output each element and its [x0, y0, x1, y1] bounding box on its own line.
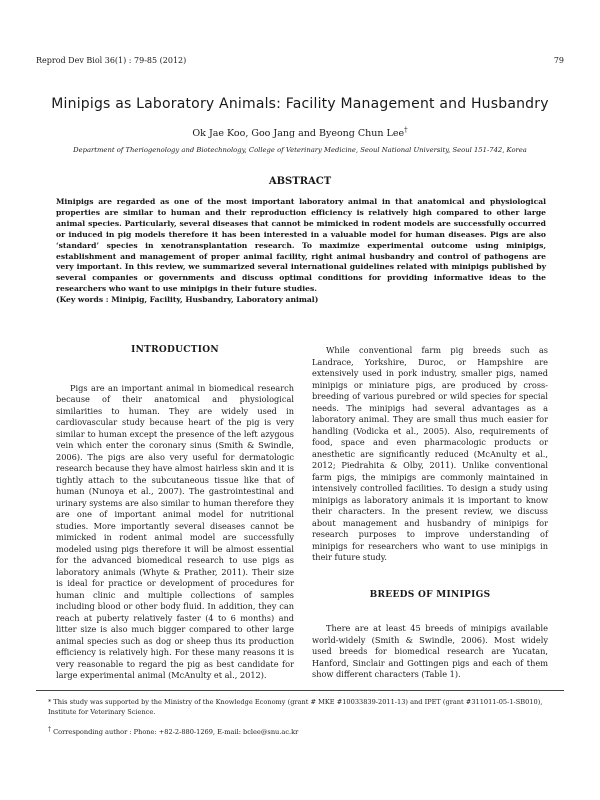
abstract-text: Minipigs are regarded as one of the most important laboratory animal in that anatomical and physiological properties are similar to human and their reproduction efficiency is relatively high compared to other large animal species. Particularly, several diseases that cannot be mimicked in rodent models are successfully occurred or induced in pig models therefore it has been interested in a valuable model for human diseases. Pigs are also ‘standard’ species in xenotransplantation research. To maximize experimental outcome using minipigs, establishment and management of proper animal facility, right animal husbandry and control of pathogens are very important. In this review, we summarized several international guidelines related with minipigs published by several companies or governments and discuss optimal conditions for providing informative ideas to the researchers who want to use minipigs in their future studies. — [56, 197, 546, 294]
corresponding-mark: † — [404, 126, 408, 134]
corresponding-footnote — [48, 725, 560, 737]
author-names: Ok Jae Koo, Goo Jang and Byeong Chun Lee — [192, 128, 405, 140]
breeds-heading: BREEDS OF MINIPIGS — [369, 589, 491, 600]
corresponding-contact: Corresponding author : Phone: +82-2-880-1269, E-mail: bclee@snu.ac.kr — [53, 728, 299, 737]
abstract-body — [56, 197, 546, 306]
page-number: 79 — [553, 56, 564, 65]
running-header — [36, 56, 564, 65]
introduction-paragraph-1: Pigs are an important animal in biomedical research because of their anatomical and physiological similarities to human. They are widely used in cardiovascular study because heart of the pig is very similar to human except the presence of the left azygous vein which enter the coronary sinus (Smith & Swindle, 2006). The pigs are also very useful for dermatologic research because they have almost hairless skin and it is tightly attach to the subcutaneous tissue like that of human (Nunoya et al., 2007). The gastrointestinal and urinary systems are also similar to human therefore they are one of important animal model for nutritional studies. More importantly several diseases cannot be mimicked in rodent animal model are successfully modeled using pigs therefore it will be almost essential for the advanced biomedical research to use pigs as laboratory animals (Whyte & Prather, 2011). Their size is ideal for practice or development of procedures for human clinic and multiple collections of samples including blood or other body fluid. In addition, they can reach at puberty relatively faster (4 to 6 months) and litter size is also much bigger compared to other large animal species such as dog or sheep thus its production efficiency is relatively high. For these many reasons it is very reasonable to regard the pig as best candidate for large experimental animal (McAnulty et al., 2012). — [56, 382, 294, 680]
introduction-heading: INTRODUCTION — [131, 345, 219, 355]
funding-footnote: * This study was supported by the Ministry of the Knowledge Economy (grant # MKE #10033839-2011-13) and IPET (grant #311011-05-1-SB010), Institute for Veterinary Science. — [48, 698, 543, 716]
footnote-divider — [36, 690, 564, 691]
right-column — [312, 345, 548, 681]
author-line — [0, 126, 600, 139]
introduction-paragraph-2: While conventional farm pig breeds such as Landrace, Yorkshire, Duroc, or Hampshire are extensively used in pork industry, smaller pigs, named minipigs or miniature pigs, are produced by cross-breeding of various purebred or wild species for special needs. The minipigs had several advantages as a laboratory animal. They are small thus much easier for handling (Vodicka et al., 2005). Also, requirements of food, space and even pharmacologic products or anesthetic are significantly reduced (McAnulty et al., 2012; Piedrahita & Olby, 2011). Unlike conventional farm pigs, the minipigs are commonly maintained in intensively controlled facilities. To design a study using minipigs as laboratory animals it is important to know their characters. In the present review, we discuss about management and husbandry of minipigs for research purposes to improve understanding of minipigs for researchers who want to use minipigs in their future study. — [312, 345, 548, 562]
breeds-paragraph: There are at least 45 breeds of minipigs available world-widely (Smith & Swindle, 2006). Most widely used breeds for biomedical research are Yucatan, Hanford, Sinclair and Gottingen pigs and each of them show different characters (Table 1). — [312, 623, 548, 679]
corresponding-footnote-mark: † — [48, 726, 51, 733]
keywords: (Key words : Minipig, Facility, Husbandry, Laboratory animal) — [56, 295, 319, 305]
left-column — [56, 345, 294, 682]
abstract-heading: ABSTRACT — [268, 176, 332, 187]
affiliation: Department of Theriogenology and Biotechnology, College of Veterinary Medicine, Seoul National University, Seoul 151-742, Korea — [73, 146, 527, 154]
paper-title: Minipigs as Laboratory Animals: Facility Management and Husbandry — [51, 96, 549, 112]
journal-citation: Reprod Dev Biol 36(1) : 79-85 (2012) — [36, 56, 187, 65]
